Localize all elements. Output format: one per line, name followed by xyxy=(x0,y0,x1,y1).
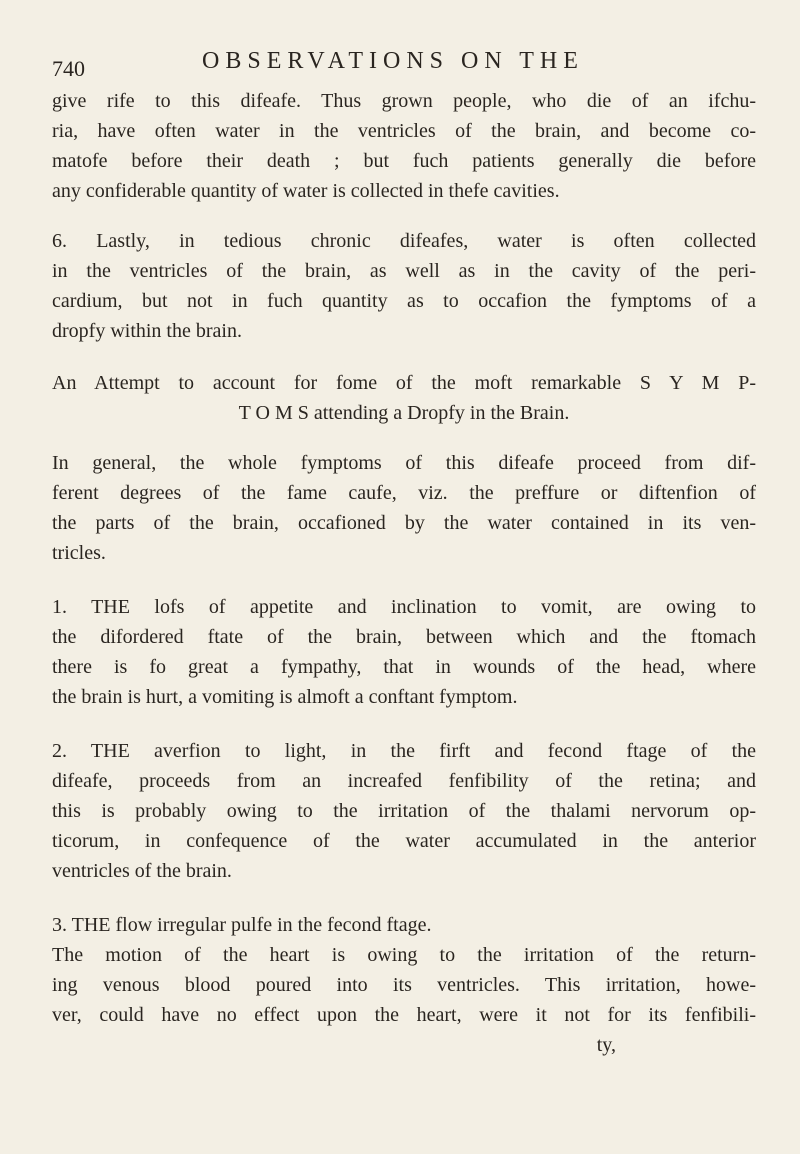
text-line: 1. THE lofs of appetite and inclination to vomit, are owing to xyxy=(52,596,756,618)
text-line: ing venous blood poured into its ventricles. This irritation, howe- xyxy=(52,974,756,996)
text-line: ver, could have no effect upon the heart, were it not for its fenfibili- xyxy=(52,1004,756,1026)
text-line: the parts of the brain, occafioned by the water contained in its ven- xyxy=(52,512,756,534)
text-line: 3. THE flow irregular pulfe in the fecond ftage. xyxy=(52,914,432,936)
catchword: ty, xyxy=(596,1034,616,1056)
text-line: any confiderable quantity of water is collected in thefe cavities. xyxy=(52,180,560,202)
text-line: there is fo great a fympathy, that in wounds of the head, where xyxy=(52,656,756,678)
text-line: this is probably owing to the irritation of the thalami nervorum op- xyxy=(52,800,756,822)
page-number: 740 xyxy=(52,56,85,81)
text-line: The motion of the heart is owing to the irritation of the return- xyxy=(52,944,756,966)
text-line: tricles. xyxy=(52,542,106,564)
text-line: cardium, but not in fuch quantity as to occafion the fymptoms of a xyxy=(52,290,756,312)
section-heading-line: T O M S attending a Dropfy in the Brain. xyxy=(238,402,570,424)
text-line: give rife to this difeafe. Thus grown people, who die of an ifchu- xyxy=(52,90,756,112)
text-line: In general, the whole fymptoms of this difeafe proceed from dif- xyxy=(52,452,756,474)
section-heading-line: An Attempt to account for fome of the moft remarkable S Y M P- xyxy=(52,372,756,394)
text-line: ticorum, in confequence of the water accumulated in the anterior xyxy=(52,830,756,852)
text-line: ventricles of the brain. xyxy=(52,860,232,882)
running-head: OBSERVATIONS ON THE xyxy=(202,48,584,74)
text-line: 6. Lastly, in tedious chronic difeafes, water is often collected xyxy=(52,230,756,252)
text-line: ria, have often water in the ventricles of the brain, and become co- xyxy=(52,120,756,142)
text-line: dropfy within the brain. xyxy=(52,320,242,342)
text-line: matofe before their death ; but fuch patients generally die before xyxy=(52,150,756,172)
text-line: difeafe, proceeds from an increafed fenfibility of the retina; and xyxy=(52,770,756,792)
text-line: the brain is hurt, a vomiting is almoft a conftant fymptom. xyxy=(52,686,518,708)
text-line: the difordered ftate of the brain, between which and the ftomach xyxy=(52,626,756,648)
text-line: ferent degrees of the fame caufe, viz. the preffure or diftenfion of xyxy=(52,482,756,504)
text-line: in the ventricles of the brain, as well as in the cavity of the peri- xyxy=(52,260,756,282)
page-body xyxy=(52,86,756,1060)
text-line: 2. THE averfion to light, in the firft and fecond ftage of the xyxy=(52,740,756,762)
page-header xyxy=(52,48,752,88)
